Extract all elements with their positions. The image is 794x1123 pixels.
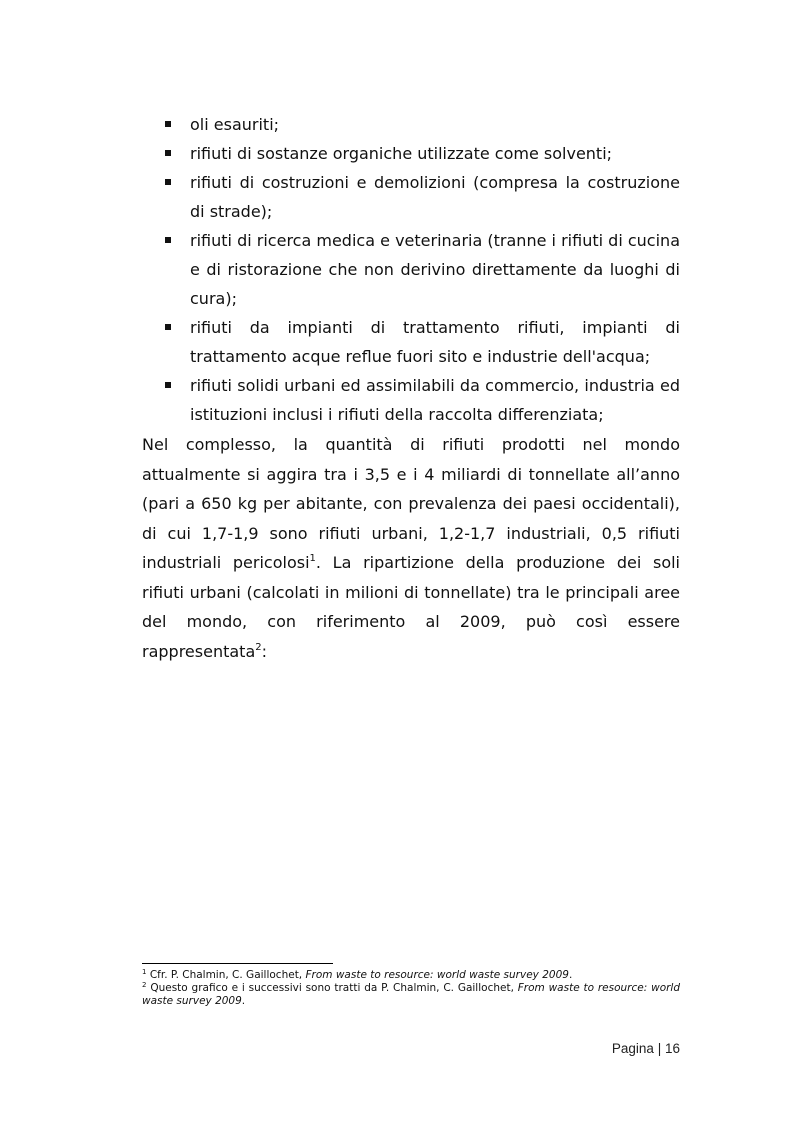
page-number: 16 [664, 1041, 680, 1056]
footnote-ref-2[interactable]: 2 [255, 641, 262, 653]
footnote-end: . [241, 995, 246, 1007]
list-item-text: oli esauriti; [190, 115, 280, 134]
list-item-text: rifiuti di ricerca medica e veterinaria (tranne i rifiuti di cucina e di ristorazione che non derivino direttamente da luoghi di cura); [190, 231, 680, 308]
footnote-ref-1[interactable]: 1 [309, 553, 316, 564]
list-item [164, 226, 680, 313]
list-item-text: rifiuti di sostanze organiche utilizzate come solventi; [190, 144, 613, 163]
square-bullet-icon [165, 121, 171, 127]
footnote-number: 2 [142, 981, 147, 989]
list-item [164, 168, 680, 226]
paragraph-text: : [261, 641, 268, 661]
page-label: Pagina [611, 1041, 654, 1056]
square-bullet-icon [165, 324, 171, 330]
footnote-text: Cfr. P. Chalmin, C. Gaillochet, [149, 969, 306, 981]
list-item [164, 371, 680, 429]
body-paragraph [142, 430, 680, 666]
footnote-title: From waste to resource: world waste survey 2009 [305, 969, 569, 981]
square-bullet-icon [165, 382, 171, 388]
list-item [164, 139, 680, 168]
footnote-number: 1 [142, 968, 147, 976]
page-footer [612, 1041, 680, 1056]
list-item [164, 110, 680, 139]
square-bullet-icon [165, 179, 171, 185]
list-item-text: rifiuti solidi urbani ed assimilabili da commercio, industria ed istituzioni inclusi i rifiuti della raccolta differenziata; [190, 376, 680, 424]
paragraph-text: Nel complesso, la quantità di rifiuti prodotti nel mondo attualmente si aggira tra i 3,5 e i 4 miliardi di tonnellate all’anno (pari a 650 kg per abitante, con prevalenza dei paesi occidentali), di cui 1,7-1,9 sono rifiuti urbani, 1,2-1,7 industriali, 0,5 rifiuti industriali pericolosi [142, 435, 680, 572]
square-bullet-icon [165, 237, 171, 243]
footnote-text: Questo grafico e i successivi sono tratti da P. Chalmin, C. Gaillochet, [150, 982, 518, 994]
footnotes [142, 969, 680, 1008]
list-item-text: rifiuti di costruzioni e demolizioni (compresa la costruzione di strade); [190, 173, 680, 221]
list-item-text: rifiuti da impianti di trattamento rifiuti, impianti di trattamento acque reflue fuori sito e industrie dell'acqua; [190, 318, 680, 366]
footnote-end: . [568, 969, 573, 981]
footnote-2 [142, 982, 680, 1008]
list-item [164, 313, 680, 371]
footnote-divider [142, 963, 333, 964]
page-separator: | [657, 1041, 662, 1056]
footnote-1 [142, 969, 680, 982]
paragraph-text: . La ripartizione della produzione dei soli rifiuti urbani (calcolati in milioni di tonnellate) tra le principali aree del mondo, con riferimento al 2009, può così essere rappresentata [142, 553, 680, 661]
bullet-list [164, 110, 680, 429]
square-bullet-icon [165, 150, 171, 156]
footnote-title: From waste to resource: world waste survey 2009 [142, 982, 681, 1007]
